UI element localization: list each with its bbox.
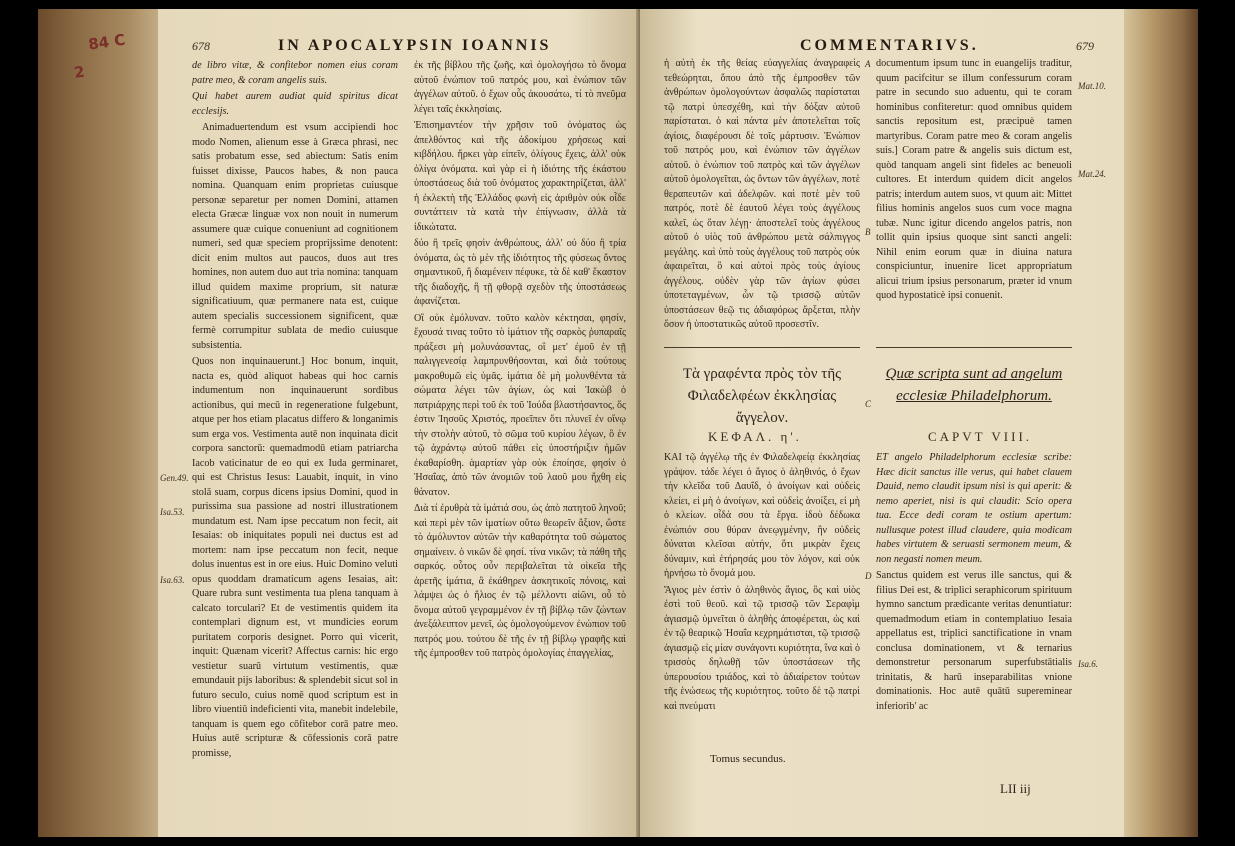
chapter-number-greek: ΚΕΦΑΛ. η'. <box>708 429 802 444</box>
left-page <box>158 9 640 837</box>
latin-column-body: ET angelo Philadelphorum ecclesiæ scribe: Hæc dicit sanctus ille verus, qui habet clauem Dauid, nemo claudit ipsum nisi is qui aperit: & nemo aperiet, nisi is qui claudit: Scio opera tua. Ecce dedi coram te ostium apertum: nullusque potest illud claudere, quia modicam habes virtutem & seruasti sermonem meum, & non negasti nomen meum. Sanctus quidem est verus ille sanctus, qui & filius Dei est, & triplici seraphicorum spirituum hymno sanctum prædicante veritas denuntiatur: quemadmodum etiam in contemplatiuo Iesaia appellatus est, triplici sanctificatione in vnam conclusa dominationem, vt & ternarius demonstretur personarum superfubstātialis trinitatis, & harū inseparabilitas vnione dominationis. Hoc autē quātū supereminear inferiorib' ac <box>876 452 1072 712</box>
margin-note: Isa.53. <box>160 507 185 517</box>
signature-mark: LII iij <box>1000 781 1031 796</box>
page-number: 679 <box>1076 39 1094 53</box>
chapter-heading-latin: Quæ scripta sunt ad angelum ecclesiæ Philadelphorum. <box>885 366 1063 404</box>
margin-note: Mat.24. <box>1078 169 1106 179</box>
section-marker: B <box>865 227 871 237</box>
margin-note: Isa.6. <box>1078 659 1098 669</box>
section-marker: D <box>865 571 872 581</box>
section-marker: A <box>865 59 871 69</box>
greek-column-body: ΚΑΙ τῷ ἀγγέλῳ τῆς ἐν Φιλαδελφείᾳ ἐκκλησίας γράψον. τάδε λέγει ὁ ἅγιος ὁ ἀληθινός, ὁ ἔχων τὴν κλεῖδα τοῦ Δαυΐδ, ὁ ἀνοίγων καὶ οὐδεὶς κλείει, εἰ μὴ ὁ ἀνοίγων, καὶ οὐδεὶς ἀνοίξει, εἰ μὴ ὁ κλείων. οἶδά σου τὰ ἔργα. ἰδοὺ δέδωκα ἐνώπιόν σου θύραν ἀνεῳγμένην, ἣν οὐδεὶς δύναται κλεῖσαι αὐτήν, ὅτι μικρὰν ἔχεις δύναμιν, καὶ ἐτήρησάς μου τὸν λόγον, καὶ οὐκ ἠρνήσω τὸ ὄνομά μου. Ἅγιος μὲν ἐστὶν ὁ ἀληθινὸς ἅγιος, ὃς καὶ υἱὸς ἐστὶ τοῦ θεοῦ. καὶ τῷ τρισσῷ τῶν Σεραφὶμ ἁγιασμῷ ὑμνεῖται ὁ ἀληθὴς ἀποφέρεται, ὡς καὶ ἐν τῷ θεαρικῷ Ἡσαΐα κεχρημάτισται, τῷ τρισσῷ ἁγιασμῷ εἰς μίαν συνάγοντι κυριότητα, ἵνα καὶ ὁ τρισσὸς δηλωθῇ τῶν ὑποστάσεων τῆς ὑπερουσίου τριάδος, καὶ τὸ ἀδιαίρετον τούτων τῆς ἑνώσεως τῆς κυριότητος. τοῦτο δὲ τῷ πατρὶ καὶ πνεύματι <box>664 452 860 712</box>
margin-note: Isa.63. <box>160 575 185 585</box>
running-head: COMMENTARIVS. <box>800 37 979 54</box>
latin-column: de libro vitæ, & confitebor nomen eius coram patre meo, & coram angelis suis. Qui habet aurem audiat quid spiritus dicat ecclesijs. Animaduertendum est vsum accipiendi hoc modo Nomen, alienum esse à Græca phrasi, nec satis probatum esse, sed abiectum: Satis enim fuisset dixisse, Paucos habes, & non pauca nomina. Quanquam enim proprietas cuiusque personæ separetur per nomen Domini, attamen electa Græcæ linguæ vox non nouit in numerum assumere quæ cuique conueniunt ad cognitionem numeri, sed quæ speciem proprijssime denotent: dicit enim multos aut paucos, duos aut tres homines, non autem duo aut tria nomina: tanquam illud quidem maxime proprium, sit naturæ significatiuum, quæ permanere nata est, cuique autem specialis successionem significent, quæ fermè corrumpitur sublata de medio cuiusque subsistentia. Quos non inquinauerunt.] Hoc bonum, inquit, nacta es, quòd aliquot habeas qui hoc carnis indumentum non inquinauerunt sordibus actionibus, qui mecū in regeneratione fulgebunt, atque per hos etiam placatus differo & longanimis sum erga vos. Vestimenta autē non inquinata dicit corpora sanctorū: quemadmodū etiam patriarcha Iacob vaticinatur de eo qui ex Iuda germinaret, qui est Christus Iesus: Lauabit, inquit, in vino stolā suam, corpus dicens ipsius Domini, quod in purissima sua passione ad nostri illustrationem mundatum est. Nam ipse peccatum non fecit, ait Iesaias: ob iniquitates populi nei ductus est ad mortem: nam ipse peccatum non fecit, neque dolus inuentus est in ore eius. Huic Domino veluti opus quoddam dramaticum agens Iesaias, ait: Quare rubra sunt vestimenta tua plena tanquam à calcato torculari? Et de vestimentis quidem ita contemplari dignum est, vt mundicies eorum puritatem corporis designet. Porro qui vicerit, inquit: Quænam vicerit? Affectus carnis: hic ergo vestietur suarū virtutum vestimentis, quæ emundauit pijs laboribus: & splendebit sicut sol in futuro seculo, cuius nomē quod scriptum est in libro viuentiū indeficienti vita, manebit indelebile, tanquam is quem ego cōfitebor corā patre meo. Huius autē scripturæ & cōfessionis corā patre promisse, <box>192 60 398 759</box>
section-marker: C <box>865 399 872 409</box>
chapter-heading-greek: Τὰ γραφέντα πρὸς τὸν τῆς Φιλαδελφέων ἐκκλησίας ἄγγελον. <box>682 366 842 426</box>
left-fore-edge <box>38 9 166 837</box>
page-number: 678 <box>192 39 210 53</box>
section-rule <box>664 347 860 348</box>
chapter-number-latin: CAPVT VIII. <box>928 429 1033 444</box>
latin-column-top: documentum ipsum tunc in euangelijs traditur, quum pacifcitur se illum confessurum coram patre in secundo suo aduentu, qui te coram hominibus confiteretur: quod omnibus quidem sanctis repositum est, præcipuè tamen martyribus. Coram patre meo & coram angelis suis.] Coram patre & angelis suis dictum est, quòd tanquam angeli sint fideles ac beneuoli cultores. Et interdum quidem dicit angelos patris; interdum autem suos, vt quum ait: Mittet filius hominis angelos suos cum voce magna tubæ. Nunc igitur dicendo angelos patris, non tollit quin ipsius quoque sint sancti angeli: Nihil enim eorum quæ in diuina natura conspiciuntur, inuenire licet appropriatum alicui trium ipsius personarum, præter id vnum quod hypostaticè ipsi conuenit. <box>876 58 1072 301</box>
section-rule <box>876 347 1072 348</box>
right-fore-edge <box>1120 9 1198 837</box>
catchword: Tomus secundus. <box>710 753 786 765</box>
right-page <box>640 9 1124 837</box>
greek-column-top: ἡ αὐτὴ ἐκ τῆς θείας εὐαγγελίας ἀναγραφεὶς τεθεώρηται, ὅπου ἀπὸ τῆς ἐμπροσθεν τῶν ἀνθρώπων ὁμολογούντων ἀσφαλῶς παρίσταται τῷ πατρὶ ὑπεσχέθη, καὶ τὴν δόξαν αὐτοῦ παρίσταται. ὁ καὶ πάντα μὲν ἀποτελεῖται τοῖς ἁγίοις, διαφέρουσι δὲ τοῖς μάρτυσιν. Ἐνώπιον τοῦ πατρός μου, καὶ ἐνώπιον τῶν ἀγγέλων αὐτοῦ. ὁ ἐνώπιον τοῦ πατρὸς καὶ τῶν ἀγγέλων αὐτοῦ ὁμολογεῖται, ὡς ὄντων τῶν ἀγγέλων, ποτὲ θεραπευτῶν καὶ ἀδελφῶν. καὶ ποτὲ μὲν τοῦ πατρός, ποτὲ δὲ ἑαυτοῦ λέγει τοὺς ἀγγέλους καλεῖ, ὡς ὅταν λέγῃ· ἀποστελεῖ τοὺς ἀγγέλους αὐτοῦ ὁ υἱὸς τοῦ ἀνθρώπου μετὰ σάλπιγγος μεγάλης. καὶ ὑπὸ τοὺς ἀγγέλους τοῦ πατρὸς οὐκ ἀφαιρεῖται, ὃ καὶ αὐτοὶ πρὸς τοὺς ἁγίους ἀγγέλους. οὐδὲν γὰρ τῶν ἁγίων φύσει ὑποτεταγμένων, ὧν τῷ τρισσῷ αὐτῶν ὑποστάσεων θεῷ τις ἀδιαφόρως ἄρξεται, πλὴν ὅσον ἡ ὑποστατικῶς αὐτοῦ προσεστῖν. <box>664 58 860 330</box>
margin-note: Mat.10. <box>1078 81 1106 91</box>
handwritten-shelfmark: 84 C 2 <box>72 30 127 82</box>
running-head: IN APOCALYPSIN IOANNIS <box>278 37 552 54</box>
open-book <box>38 9 1198 837</box>
greek-column: ἐκ τῆς βίβλου τῆς ζωῆς, καὶ ὁμολογήσω τὸ ὄνομα αὐτοῦ ἐνώπιον τοῦ πατρός μου, καὶ ἐνώπιον τῶν ἀγγέλων αὐτοῦ. ὁ ἔχων οὖς ἀκουσάτω, τί τὸ πνεῦμα λέγει ταῖς ἐκκλησίαις. Ἐπισημαντέον τὴν χρῆσιν τοῦ ὀνόματος ὡς ἀπελθόντος καὶ τῆς ἀδοκίμου χρήσεως καὶ κιβδήλου. ἤρκει γὰρ εἰπεῖν, ὀλίγους ἔχεις, ἀλλ' οὐκ ὀλίγα ὀνόματα. καὶ γὰρ εἰ ἡ ἰδιότης τῆς ἑκάστου ὑποστάσεως διὰ τοῦ ὀνόματος χαρακτηρίζεται, ἀλλ' ἡ ἐκλεκτὴ τῆς Ἑλλάδος φωνὴ εἰς ἀριθμὸν οὐκ οἶδε συντάττειν τὰ κατὰ τὴν ἐπίγνωσιν, ἀλλὰ τὰ ἰδικώτατα. δύο ἢ τρεῖς φησὶν ἀνθρώπους, ἀλλ' οὐ δύο ἢ τρία ὀνόματα, ὡς τὸ μὲν τῆς ἰδιότητος τῆς φύσεως ὄντος σημαντικοῦ, ἣ διαμένειν πέφυκε, τὰ δὲ καθ' ἕκαστον τῆς διαδοχῆς, ἣ τῇ φθορᾷ σχεδὸν τῆς ὑποστάσεως ἀφανίζεται. Οἳ οὐκ ἐμόλυναν. τοῦτο καλὸν κέκτησαι, φησίν, ἔχουσά τινας τοῦτο τὸ ἱμάτιον τῆς σαρκὸς ῥυπαραῖς πράξεσι μὴ μολυνάσαντας, οἳ μετ' ἐμοῦ ἐν τῇ παλιγγενεσίᾳ λαμπρυνθήσονται, καὶ διὰ τούτους μακροθυμῶ εἰς ὑμᾶς. ἱμάτια δὲ μὴ μολυνθέντα τὰ σώματα λέγει τῶν ἁγίων, ὡς καὶ Ἰακὼβ ὁ πατριάρχης περὶ τοῦ ἐκ τοῦ Ἰούδα βλαστήσαντος, ὅς ἐστιν Ἰησοῦς Χριστός, προεῖπεν ὅτι πλυνεῖ ἐν οἴνῳ τὴν στολὴν αὐτοῦ, τὸ σῶμα τοῦ κυρίου λέγων, ὃ ἐν τῷ ἀχράντῳ αὐτοῦ πάθει εἰς ὑποστήριξιν ἡμῶν ἐκαθαρίσθη. ἁμαρτίαν γὰρ οὐκ ἐποίησε, φησὶν ὁ Ἡσαΐας, ἀπὸ τῶν ἀνομιῶν τοῦ λαοῦ μου ἤχθη εἰς θάνατον. Διὰ τί ἐρυθρὰ τὰ ἱμάτιά σου, ὡς ἀπὸ πατητοῦ ληνοῦ; καὶ περὶ μὲν τῶν ἱματίων οὕτω θεωρεῖν ἄξιον, ὥστε τὸ ἀμόλυντον αὐτῶν τὴν καθαρότητα τοῦ σώματος σημαίνειν. ὁ νικῶν δὲ φησί. τίνα νικῶν; τὰ πάθη τῆς σαρκός. οὗτος οὖν περιβαλεῖται τὰ οἰκεῖα τῆς ἀρετῆς ἱμάτια, ἃ ἐκάθηρεν ἀσκητικοῖς πόνοις, καὶ λάμψει ὡς ὁ ἥλιος ἐν τῷ μέλλοντι αἰῶνι, οὗ τὸ ὄνομα αὐτοῦ γεγραμμένον ἐν τῇ βίβλῳ τῶν ζώντων ἀνεξάλειπτον μενεῖ, ὡς ὁμολογούμενον ἐνώπιον τοῦ πατρός μου. τούτου δὲ τῆς ἐν τῇ βίβλῳ γραφῆς καὶ τῆς ἐμπροσθεν τοῦ πατρὸς ὁμολογίας ἐπαγγελίας, <box>414 60 626 659</box>
margin-note: Gen.49. <box>160 473 189 483</box>
